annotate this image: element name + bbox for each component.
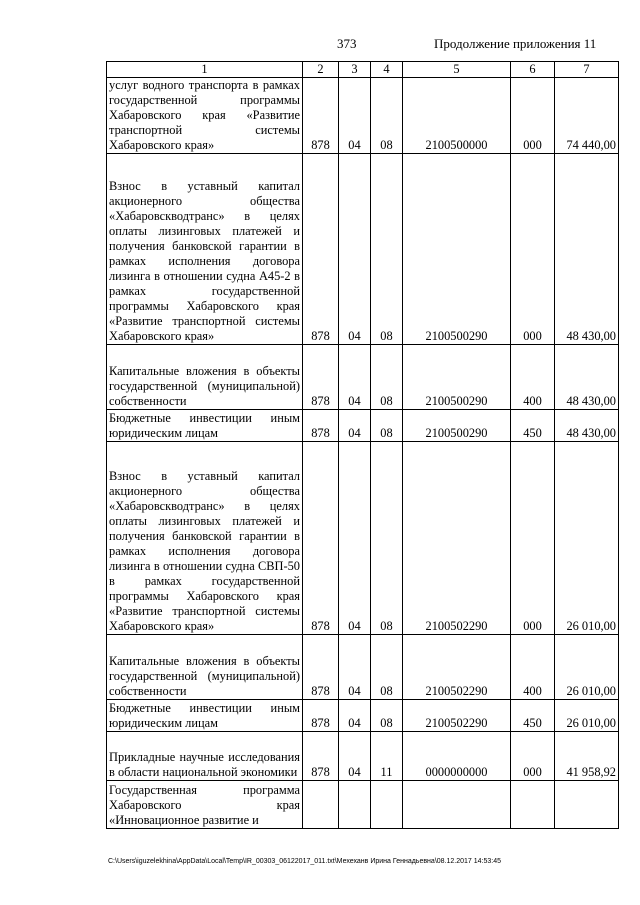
row-name: Бюджетные инвестиции иным юридическим лицам <box>107 410 303 442</box>
column-header: 5 <box>403 62 511 78</box>
cell-section: 04 <box>339 635 371 700</box>
cell-expense-type: 450 <box>511 410 555 442</box>
table-row <box>107 732 619 781</box>
cell-subsection: 08 <box>371 410 403 442</box>
cell-section <box>339 781 371 829</box>
cell-section: 04 <box>339 700 371 732</box>
cell-subsection: 08 <box>371 345 403 410</box>
cell-amount: 26 010,00 <box>555 700 619 732</box>
cell-expense-type: 000 <box>511 732 555 781</box>
cell-subsection <box>371 781 403 829</box>
row-name: услуг водного транспорта в рамках государственной программы Хабаровского края «Развитие транспортной системы Хабаровского края» <box>107 78 303 154</box>
cell-expense-type: 400 <box>511 635 555 700</box>
cell-expense-type: 000 <box>511 442 555 635</box>
cell-target-article: 0000000000 <box>403 732 511 781</box>
table-header-row <box>107 62 619 78</box>
row-name: Взнос в уставный капитал акционерного общества «Хабаровскводтранс» в целях оплаты лизинговых платежей и получения банковской гарантии в рамках исполнения договора лизинга в отношении судна А45-2 в рамках государственной программы Хабаровского края «Развитие транспортной системы Хабаровского края» <box>107 154 303 345</box>
cell-target-article: 2100500000 <box>403 78 511 154</box>
cell-admin-code: 878 <box>303 700 339 732</box>
cell-amount: 48 430,00 <box>555 154 619 345</box>
table-row <box>107 635 619 700</box>
cell-target-article: 2100500290 <box>403 154 511 345</box>
row-name: Взнос в уставный капитал акционерного общества «Хабаровскводтранс» в целях оплаты лизинговых платежей и получения банковской гарантии в рамках исполнения договора лизинга в отношении судна СВП-50 в рамках государственной программы Хабаровского края «Развитие транспортной системы Хабаровского края» <box>107 442 303 635</box>
row-name: Капитальные вложения в объекты государственной (муниципальной) собственности <box>107 635 303 700</box>
cell-amount: 26 010,00 <box>555 442 619 635</box>
cell-subsection: 08 <box>371 442 403 635</box>
cell-section: 04 <box>339 732 371 781</box>
row-name: Капитальные вложения в объекты государственной (муниципальной) собственности <box>107 345 303 410</box>
cell-subsection: 11 <box>371 732 403 781</box>
file-path-footer: C:\Users\iguzelekhina\AppData\Local\Temp\IR_00303_06122017_011.txt\Мехеханв Ирина Геннадьевна\08.12.2017 14:53:45 <box>108 858 501 865</box>
cell-admin-code: 878 <box>303 154 339 345</box>
cell-admin-code: 878 <box>303 410 339 442</box>
column-header: 7 <box>555 62 619 78</box>
cell-admin-code: 878 <box>303 78 339 154</box>
cell-amount: 74 440,00 <box>555 78 619 154</box>
cell-section: 04 <box>339 78 371 154</box>
cell-amount <box>555 781 619 829</box>
cell-admin-code: 878 <box>303 345 339 410</box>
cell-amount: 26 010,00 <box>555 635 619 700</box>
cell-expense-type <box>511 781 555 829</box>
row-name: Бюджетные инвестиции иным юридическим лицам <box>107 700 303 732</box>
cell-expense-type: 450 <box>511 700 555 732</box>
cell-target-article: 2100500290 <box>403 410 511 442</box>
cell-target-article: 2100502290 <box>403 635 511 700</box>
cell-target-article <box>403 781 511 829</box>
continuation-label: Продолжение приложения 11 <box>434 36 597 51</box>
column-header: 1 <box>107 62 303 78</box>
table-row <box>107 154 619 345</box>
table-row <box>107 78 619 154</box>
cell-section: 04 <box>339 442 371 635</box>
column-header: 3 <box>339 62 371 78</box>
cell-section: 04 <box>339 154 371 345</box>
cell-admin-code: 878 <box>303 635 339 700</box>
table-row <box>107 442 619 635</box>
table-row <box>107 410 619 442</box>
cell-expense-type: 000 <box>511 78 555 154</box>
cell-admin-code: 878 <box>303 442 339 635</box>
table-row <box>107 781 619 829</box>
cell-amount: 48 430,00 <box>555 345 619 410</box>
cell-subsection: 08 <box>371 700 403 732</box>
table-row <box>107 700 619 732</box>
cell-section: 04 <box>339 410 371 442</box>
cell-admin-code: 878 <box>303 732 339 781</box>
budget-table <box>106 61 619 829</box>
cell-admin-code <box>303 781 339 829</box>
cell-amount: 41 958,92 <box>555 732 619 781</box>
cell-amount: 48 430,00 <box>555 410 619 442</box>
row-name: Государственная программа Хабаровского края «Инновационное развитие и <box>107 781 303 829</box>
cell-target-article: 2100502290 <box>403 442 511 635</box>
cell-subsection: 08 <box>371 635 403 700</box>
cell-expense-type: 400 <box>511 345 555 410</box>
column-header: 6 <box>511 62 555 78</box>
cell-section: 04 <box>339 345 371 410</box>
cell-target-article: 2100500290 <box>403 345 511 410</box>
cell-subsection: 08 <box>371 154 403 345</box>
page-number: 373 <box>337 36 357 51</box>
column-header: 2 <box>303 62 339 78</box>
row-name: Прикладные научные исследования в области национальной экономики <box>107 732 303 781</box>
cell-target-article: 2100502290 <box>403 700 511 732</box>
table-row <box>107 345 619 410</box>
cell-expense-type: 000 <box>511 154 555 345</box>
column-header: 4 <box>371 62 403 78</box>
cell-subsection: 08 <box>371 78 403 154</box>
